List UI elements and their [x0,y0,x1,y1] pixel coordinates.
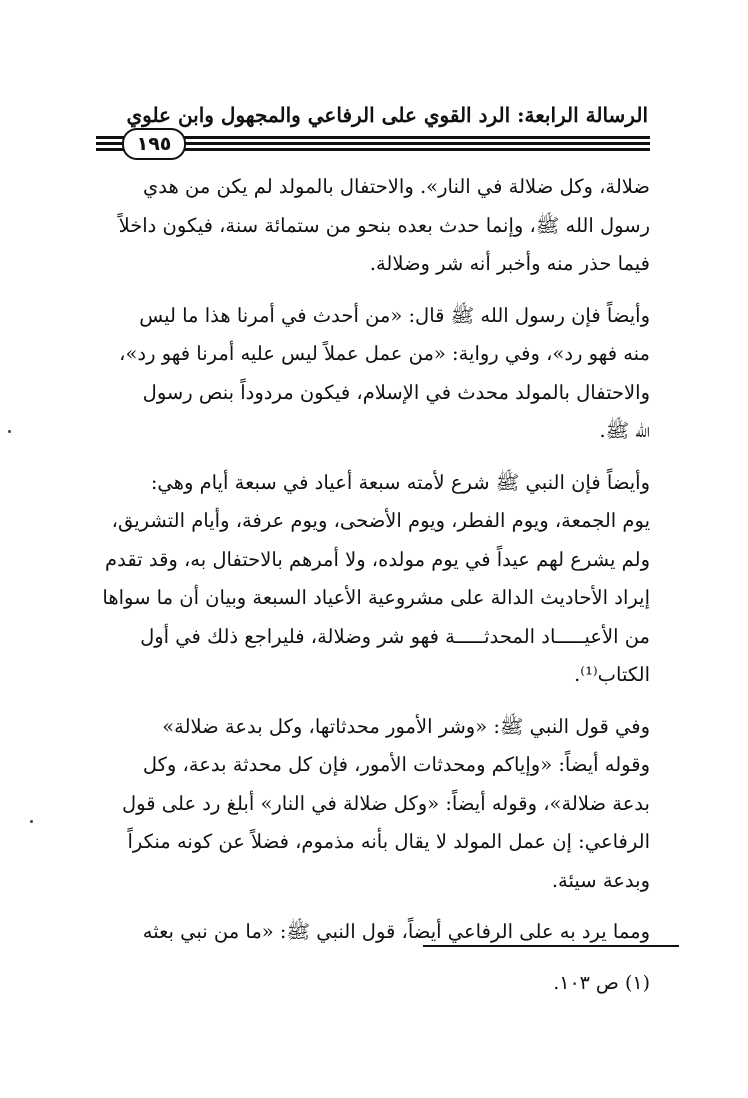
text-line: بدعة ضلالة»، وقوله أيضاً: «وكل ضلالة في النار» أبلغ رد على قول [121,791,650,815]
text-line: ومما يرد به على الرفاعي أيضاً، قول النبي ﷺ: «ما من نبي بعثه [142,920,650,943]
running-header-title: الرسالة الرابعة: الرد القوي على الرفاعي والمجهول وابن علوي [126,103,648,127]
text-line: الرفاعي: إن عمل المولد لا يقال بأنه مذموم، فضلاً عن كونه منكراً [127,830,650,853]
text-line: وبدعة سيئة. [551,868,650,892]
text-line: وأيضاً فإن النبي ﷺ شرع لأمته سبعة أعياد في سبعة أيام وهي: [150,470,650,494]
text-line: وقوله أيضاً: «وإياكم ومحدثات الأمور، فإن كل محدثة بدعة، وكل [142,753,650,776]
text-line: منه فهو رد»، وفي رواية: «من عمل عملاً ليس عليه أمرنا فهو رد»، [119,342,650,365]
text-line: والاحتفال بالمولد محدث في الإسلام، فيكون مردوداً بنص رسول [142,380,650,404]
text-line: وفي قول النبي ﷺ: «وشر الأمور محدثاتها، وكل بدعة ضلالة» [162,714,650,738]
text-line: ضلالة، وكل ضلالة في النار». والاحتفال بالمولد لم يكن من هدي [143,175,650,198]
footnote: (١) ص ١٠٣. [553,972,650,994]
text-line: إيراد الأحاديث الدالة على مشروعية الأعياد السبعة وبيان أن ما سواها [102,586,650,609]
paragraph [96,297,650,451]
paragraph [96,168,650,284]
text-line: رسول الله ﷺ، وإنما حدث بعده بنحو من ستمائة سنة، فيكون داخلاً [118,213,650,237]
main-text [96,168,650,965]
text-line: فيما حذر منه وأخبر أنه شر وضلالة. [369,252,650,275]
text-line: ولم يشرع لهم عيداً في يوم مولده، ولا أمرهم بالاحتفال به، وقد تقدم [105,547,650,571]
text-line: وأيضاً فإن رسول الله ﷺ قال: «من أحدث في أمرنا هذا ما ليس [139,303,650,327]
text-line: يوم الجمعة، ويوم الفطر، ويوم الأضحى، ويوم عرفة، وأيام التشريق، [111,509,650,532]
text-line: الكتاب⁽¹⁾. [574,663,650,686]
scan-speck [8,430,11,433]
text-line: من الأعيـــــاد المحدثـــــة فهو شر وضلالة، فليراجع ذلك في أول [140,624,650,648]
footnote-separator [423,945,679,947]
text-line: الله ﷺ. [599,419,650,442]
paragraph [96,464,650,695]
paragraph [96,708,650,901]
header-rule [96,128,650,158]
page-number: ١٩٥ [122,128,186,160]
scan-speck [30,820,33,823]
